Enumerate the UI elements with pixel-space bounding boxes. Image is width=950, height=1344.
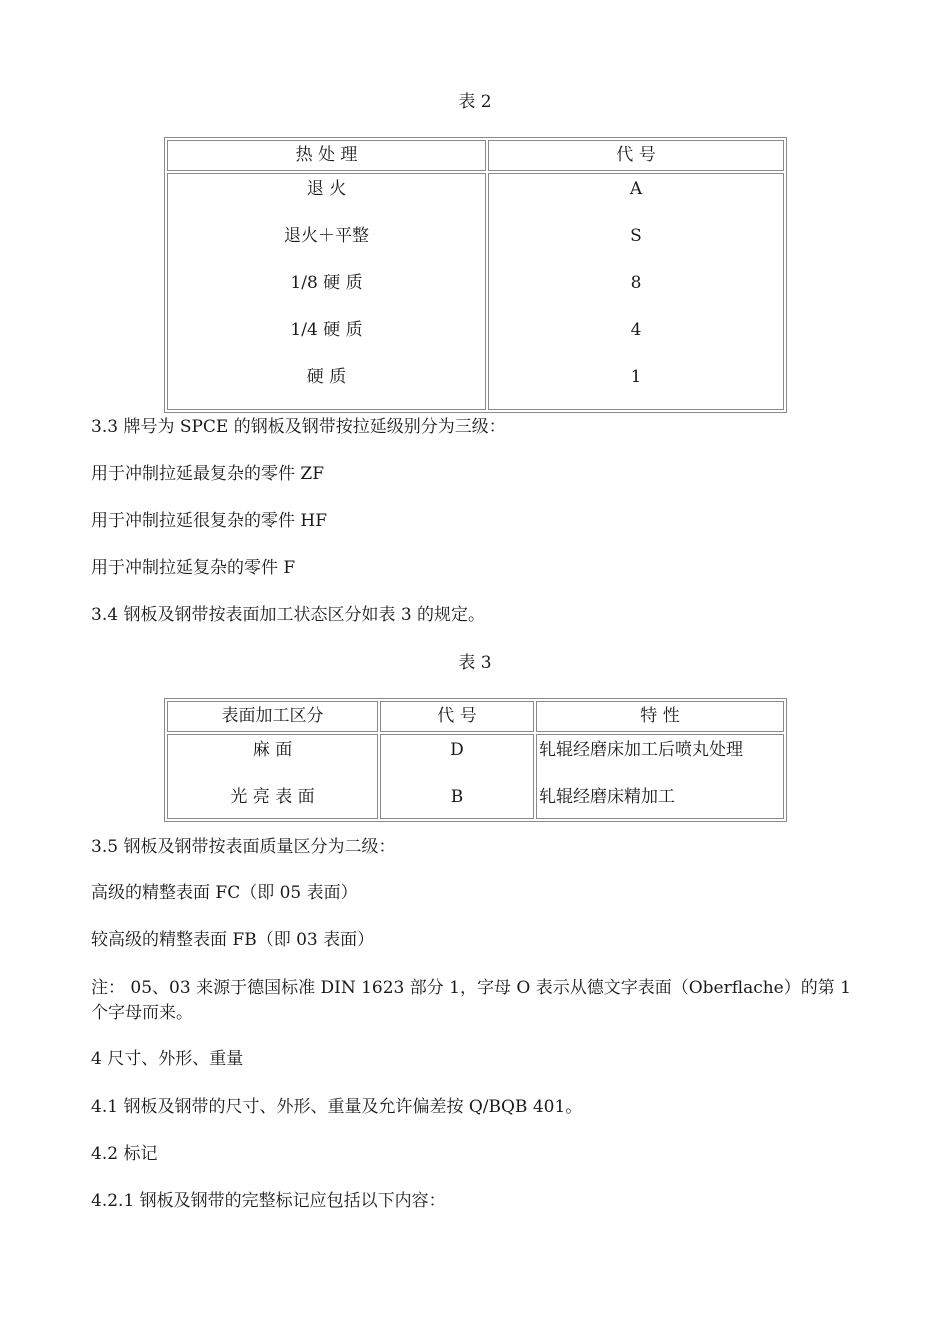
table3-cell: 光 亮 表 面 [230,787,315,807]
paragraph-4-2: 4.2 标记 [91,1144,158,1164]
table3-header-property: 特 性 [536,701,784,732]
paragraph-4-1: 4.1 钢板及钢带的尺寸、外形、重量及允许偏差按 Q/BQB 401。 [91,1097,583,1117]
table2-col-treatment [167,173,486,410]
grade-zf: 用于冲制拉延最复杂的零件 ZF [91,464,325,484]
paragraph-4-2-1: 4.2.1 钢板及钢带的完整标记应包括以下内容： [91,1191,446,1211]
table3-col-code [380,734,534,819]
table2-cell: 1 [630,367,642,387]
table2-cell: 硬 质 [306,367,347,387]
table3-cell: 轧辊经磨床加工后喷丸处理 [539,740,743,760]
table2-cell: 1/8 硬 质 [290,273,363,293]
table2-cell: 1/4 硬 质 [290,320,363,340]
table3-cell: D [450,740,464,760]
table3-caption: 表 3 [458,653,492,673]
table2-cell: S [630,226,642,246]
table3-cell: 轧辊经磨床精加工 [539,787,675,807]
paragraph-3-4: 3.4 钢板及钢带按表面加工状态区分如表 3 的规定。 [91,605,486,625]
table2-cell: 4 [630,320,642,340]
grade-f: 用于冲制拉延复杂的零件 F [91,558,296,578]
table2-header-heat-treatment: 热 处 理 [167,140,486,171]
table2-cell: 8 [630,273,642,293]
table3-header-code: 代 号 [380,701,534,732]
quality-fc: 高级的精整表面 FC（即 05 表面） [91,883,358,903]
table3-col-property [536,734,784,819]
table3-cell: 麻 面 [252,740,293,760]
table2-col-code [488,173,784,410]
note: 注： 05、03 来源于德国标准 DIN 1623 部分 1，字母 O 表示从德文字表面（Oberflache）的第 1 个字母而来。 [91,978,851,1023]
table2-cell: A [629,179,643,199]
table3-cell: B [450,787,464,807]
table2 [164,137,787,413]
quality-fb: 较高级的精整表面 FB（即 03 表面） [91,930,375,950]
table3 [164,698,787,822]
paragraph-3-5: 3.5 钢板及钢带按表面质量区分为二级： [91,837,396,857]
table2-cell: 退 火 [306,179,347,199]
grade-hf: 用于冲制拉延很复杂的零件 HF [91,511,328,531]
paragraph-3-3: 3.3 牌号为 SPCE 的钢板及钢带按拉延级别分为三级： [91,417,506,437]
heading-4: 4 尺寸、外形、重量 [91,1049,244,1069]
table2-cell: 退火＋平整 [284,226,369,246]
table2-caption: 表 2 [458,92,492,112]
table3-header-surface: 表面加工区分 [167,701,378,732]
table2-header-code: 代 号 [488,140,784,171]
table3-col-surface [167,734,378,819]
